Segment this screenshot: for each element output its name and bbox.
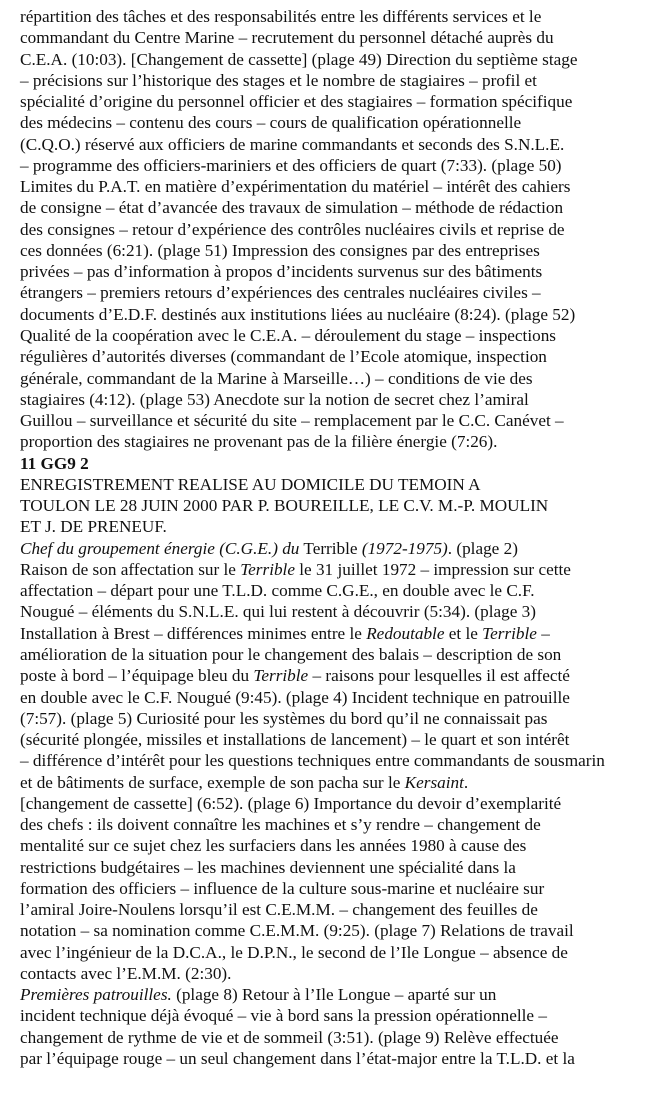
text-line: [20, 70, 660, 91]
text-segment: le 31 juillet 1972 – impression sur cette: [294, 559, 571, 579]
text-line: [20, 665, 660, 686]
text-line: [20, 835, 660, 856]
text-line: [20, 793, 660, 814]
text-line: [20, 1005, 660, 1026]
text-line: [20, 920, 660, 941]
text-segment: Nougué – éléments du S.N.L.E. qui lui restent à découvrir (5:34). (plage 3): [20, 602, 536, 622]
italic-text: Chef du groupement énergie (C.G.E.) du: [20, 538, 300, 558]
text-segment: Guillou – surveillance et sécurité du site – remplacement par le C.C. Canévet –: [20, 411, 564, 431]
text-segment: spécialité d’origine du personnel officier et des stagiaires – formation spécifique: [20, 92, 573, 112]
text-line: [20, 219, 660, 240]
text-line: [20, 559, 660, 580]
text-segment: ces données (6:21). (plage 51) Impression des consignes par des entreprises: [20, 240, 540, 260]
text-segment: amélioration de la situation pour le changement des balais – description de son: [20, 644, 562, 664]
text-segment: Limites du P.A.T. en matière d’expérimentation du matériel – intérêt des cahiers: [20, 177, 571, 197]
text-segment: documents d’E.D.F. destinés aux institutions liées au nucléaire (8:24). (plage 52): [20, 304, 576, 324]
text-line: [20, 580, 660, 601]
text-segment: .: [463, 772, 469, 792]
document-page: [20, 6, 660, 1069]
text-segment: [changement de cassette] (6:52). (plage 6) Importance du devoir d’exemplarité: [20, 793, 562, 813]
italic-text: Redoutable: [366, 623, 445, 643]
text-line: [20, 772, 660, 793]
text-segment: poste à bord – l’équipage bleu du: [20, 666, 254, 686]
text-segment: formation des officiers – influence de la culture sous-marine et nucléaire sur: [20, 878, 545, 898]
text-segment: des consignes – retour d’expérience des contrôles nucléaires civils et reprise de: [20, 219, 565, 239]
italic-text: (1972-1975): [361, 538, 448, 558]
italic-text: Premières patrouilles.: [20, 985, 172, 1005]
text-segment: (7:57). (plage 5) Curiosité pour les systèmes du bord qu’il ne connaissait pas: [20, 708, 548, 728]
text-segment: commandant du Centre Marine – recrutement du personnel détaché auprès du: [20, 28, 554, 48]
text-line: [20, 942, 660, 963]
text-segment: et de bâtiments de surface, exemple de son pacha sur le: [20, 772, 405, 792]
text-line: [20, 49, 660, 70]
text-segment: ET J. DE PRENEUF.: [20, 517, 167, 537]
text-line: [20, 91, 660, 112]
text-segment: proportion des stagiaires ne provenant pas de la filière énergie (7:26).: [20, 432, 498, 452]
text-line: [20, 623, 660, 644]
text-segment: stagiaires (4:12). (plage 53) Anecdote sur la notion de secret chez l’amiral: [20, 389, 529, 409]
text-line: [20, 516, 660, 537]
text-line: [20, 27, 660, 48]
text-segment: incident technique déjà évoqué – vie à bord sans la pression opérationnelle –: [20, 1006, 547, 1026]
text-line: [20, 1048, 660, 1069]
text-segment: (C.Q.O.) réservé aux officiers de marine commandants et seconds des S.N.L.E.: [20, 134, 565, 154]
text-line: [20, 176, 660, 197]
text-line: [20, 431, 660, 452]
text-segment: TOULON LE 28 JUIN 2000 PAR P. BOUREILLE, LE C.V. M.-P. MOULIN: [20, 496, 549, 516]
text-segment: répartition des tâches et des responsabilités entre les différents services et le: [20, 7, 542, 26]
text-line: [20, 197, 660, 218]
text-line: [20, 814, 660, 835]
text-line: [20, 282, 660, 303]
text-line: [20, 6, 660, 27]
text-segment: des chefs : ils doivent connaître les machines et s’y rendre – changement de: [20, 815, 541, 835]
text-segment: et le: [444, 623, 483, 643]
text-line: [20, 687, 660, 708]
text-line: [20, 495, 660, 516]
text-segment: Installation à Brest – différences minimes entre le: [20, 623, 367, 643]
text-segment: notation – sa nomination comme C.E.M.M. (9:25). (plage 7) Relations de travail: [20, 921, 574, 941]
text-line: [20, 963, 660, 984]
text-segment: l’amiral Joire-Noulens lorsqu’il est C.E.M.M. – changement des feuilles de: [20, 900, 538, 920]
text-line: [20, 240, 660, 261]
section-heading: [20, 453, 660, 474]
text-line: [20, 984, 660, 1005]
text-segment: par l’équipage rouge – un seul changement dans l’état-major entre la T.L.D. et la: [20, 1049, 575, 1069]
text-line: [20, 729, 660, 750]
text-line: [20, 857, 660, 878]
text-line: [20, 155, 660, 176]
text-segment: ENREGISTREMENT REALISE AU DOMICILE DU TEMOIN A: [20, 474, 481, 494]
text-segment: C.E.A. (10:03). [Changement de cassette] (plage 49) Direction du septième stage: [20, 49, 578, 69]
text-line: [20, 538, 660, 559]
text-line: [20, 410, 660, 431]
text-segment: avec l’ingénieur de la D.C.A., le D.P.N., le second de l’Ile Longue – absence de: [20, 942, 568, 962]
text-line: [20, 878, 660, 899]
text-line: [20, 304, 660, 325]
text-segment: en double avec le C.F. Nougué (9:45). (plage 4) Incident technique en patrouille: [20, 687, 570, 707]
text-segment: privées – pas d’information à propos d’incidents survenus sur des bâtiments: [20, 262, 543, 282]
text-line: [20, 261, 660, 282]
text-line: [20, 389, 660, 410]
text-segment: des médecins – contenu des cours – cours de qualification opérationnelle: [20, 113, 522, 133]
text-segment: Terrible: [299, 538, 362, 558]
text-segment: Qualité de la coopération avec le C.E.A. – déroulement du stage – inspections: [20, 325, 556, 345]
text-segment: . (plage 2): [447, 538, 518, 558]
italic-text: Kersaint: [404, 772, 464, 792]
text-line: [20, 644, 660, 665]
text-segment: – précisions sur l’historique des stages et le nombre de stagiaires – profil et: [20, 70, 537, 90]
text-segment: contacts avec l’E.M.M. (2:30).: [20, 963, 232, 983]
text-segment: –: [536, 623, 550, 643]
text-segment: affectation – départ pour une T.L.D. comme C.G.E., en double avec le C.F.: [20, 581, 535, 601]
text-line: [20, 750, 660, 771]
text-line: [20, 708, 660, 729]
text-line: [20, 134, 660, 155]
text-segment: – programme des officiers-mariniers et des officiers de quart (7:33). (plage 50): [20, 155, 562, 175]
text-line: [20, 601, 660, 622]
text-segment: (sécurité plongée, missiles et installations de lancement) – le quart et son intérêt: [20, 730, 570, 750]
text-line: [20, 325, 660, 346]
text-line: [20, 368, 660, 389]
text-segment: mentalité sur ce sujet chez les surfaciers dans les années 1980 à cause des: [20, 836, 527, 856]
text-line: [20, 899, 660, 920]
italic-text: Terrible: [482, 623, 537, 643]
text-segment: Raison de son affectation sur le: [20, 559, 241, 579]
italic-text: Terrible: [253, 666, 309, 686]
text-line: [20, 474, 660, 495]
text-segment: – différence d’intérêt pour les questions techniques entre commandants de sousmarin: [20, 751, 605, 771]
text-segment: de consigne – état d’avancée des travaux de simulation – méthode de rédaction: [20, 198, 564, 218]
text-line: [20, 112, 660, 133]
text-line: [20, 1027, 660, 1048]
bold-text: 11 GG9 2: [20, 453, 89, 473]
text-segment: – raisons pour lesquelles il est affecté: [308, 666, 570, 686]
text-line: [20, 346, 660, 367]
text-segment: (plage 8) Retour à l’Ile Longue – aparté sur un: [171, 985, 497, 1005]
text-segment: régulières d’autorités diverses (commandant de l’Ecole atomique, inspection: [20, 347, 547, 367]
text-segment: générale, commandant de la Marine à Marseille…) – conditions de vie des: [20, 368, 533, 388]
italic-text: Terrible: [240, 559, 295, 579]
text-segment: restrictions budgétaires – les machines deviennent une spécialité dans la: [20, 857, 516, 877]
text-segment: changement de rythme de vie et de sommeil (3:51). (plage 9) Relève effectuée: [20, 1027, 559, 1047]
text-segment: étrangers – premiers retours d’expériences des centrales nucléaires civiles –: [20, 283, 541, 303]
